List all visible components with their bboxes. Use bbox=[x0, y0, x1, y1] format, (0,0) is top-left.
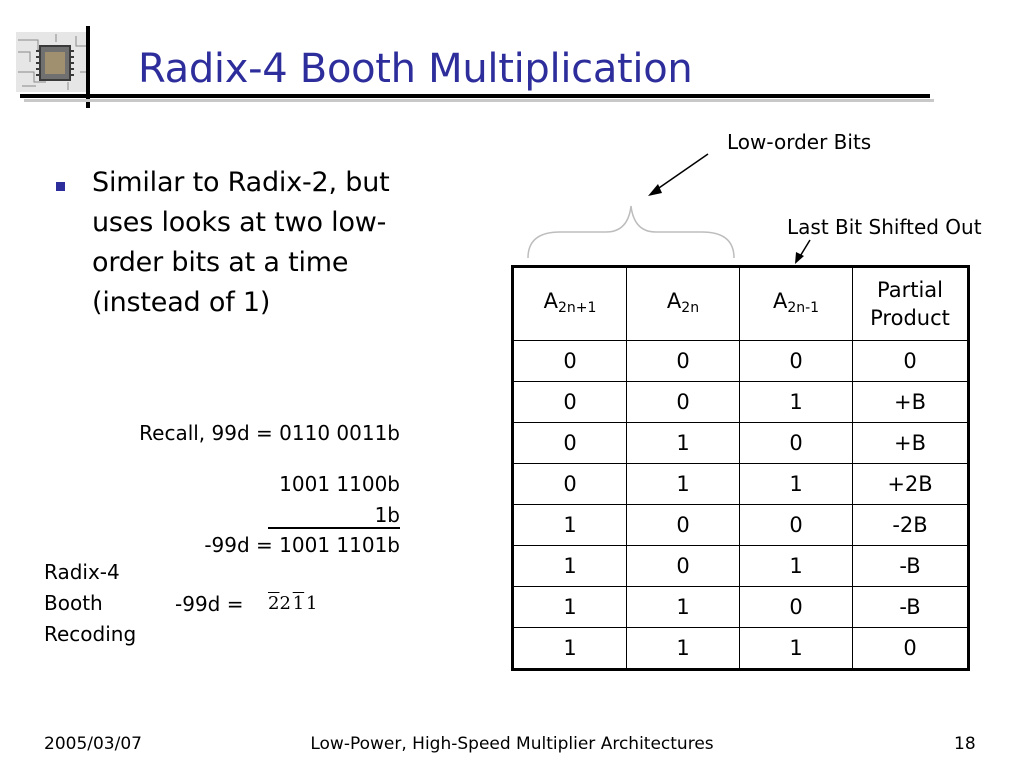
table-cell: -2B bbox=[853, 505, 969, 546]
low-order-bits-label: Low-order Bits bbox=[727, 130, 872, 154]
recall-line: Recall, 99d = 0110 0011b bbox=[139, 421, 400, 445]
radix4-digit: 1 bbox=[305, 593, 318, 614]
table-cell: 1 bbox=[740, 546, 853, 587]
header-a2n: $A_{2n}$ bbox=[627, 267, 740, 341]
table-cell: 1 bbox=[513, 628, 627, 670]
slide-title: Radix-4 Booth Multiplication bbox=[138, 46, 693, 92]
table-cell: 0 bbox=[740, 423, 853, 464]
table-row bbox=[513, 423, 969, 464]
table-row bbox=[513, 587, 969, 628]
table-row bbox=[513, 382, 969, 423]
table-row bbox=[513, 341, 969, 382]
radix4-prefix: -99d = bbox=[175, 592, 244, 616]
radix4-booth-recoding-label: Radix-4 Booth Recoding bbox=[44, 560, 137, 646]
sum-underline bbox=[268, 527, 400, 529]
last-bit-shifted-label: Last Bit Shifted Out bbox=[787, 215, 982, 239]
curly-brace bbox=[528, 206, 734, 258]
radix4-digit: 2 bbox=[268, 593, 280, 614]
table-cell: -B bbox=[853, 546, 969, 587]
table-cell: 0 bbox=[740, 505, 853, 546]
plus-one-line: 1b bbox=[374, 503, 400, 527]
low-order-arrow-line bbox=[656, 154, 708, 190]
table-cell: +2B bbox=[853, 464, 969, 505]
radix4-digits bbox=[268, 592, 317, 616]
page-number: 18 bbox=[954, 734, 976, 754]
table-cell: 0 bbox=[853, 628, 969, 670]
table-row bbox=[513, 546, 969, 587]
table-row bbox=[513, 628, 969, 670]
table-cell: 0 bbox=[853, 341, 969, 382]
complement-line: 1001 1100b bbox=[279, 472, 400, 496]
table-cell: 1 bbox=[627, 628, 740, 670]
table-cell: 1 bbox=[513, 587, 627, 628]
header-a2n-plus-1: $A_{2n+1}$ bbox=[513, 267, 627, 341]
table-cell: 0 bbox=[513, 341, 627, 382]
table-cell: 1 bbox=[513, 505, 627, 546]
table-cell: 0 bbox=[627, 505, 740, 546]
table-cell: 1 bbox=[513, 546, 627, 587]
table-cell: 1 bbox=[740, 464, 853, 505]
table-header-row bbox=[513, 267, 969, 341]
last-bit-arrow-head bbox=[795, 252, 804, 264]
header-partial-product: Partial Product bbox=[853, 267, 969, 341]
table-cell: 0 bbox=[627, 546, 740, 587]
booth-encoding-table bbox=[511, 265, 970, 671]
radix4-digit: 2 bbox=[279, 593, 291, 614]
table-cell: 1 bbox=[627, 587, 740, 628]
table-cell: 1 bbox=[627, 423, 740, 464]
result-line: -99d = 1001 1101b bbox=[204, 533, 400, 557]
table-cell: -B bbox=[853, 587, 969, 628]
table-row bbox=[513, 464, 969, 505]
table-cell: 0 bbox=[513, 382, 627, 423]
table-cell: 1 bbox=[627, 464, 740, 505]
table-cell: +B bbox=[853, 382, 969, 423]
footer-title: Low-Power, High-Speed Multiplier Architectures bbox=[310, 734, 714, 754]
table-cell: 0 bbox=[513, 464, 627, 505]
footer-date: 2005/03/07 bbox=[44, 734, 142, 754]
low-order-arrow-head bbox=[648, 184, 662, 196]
table-cell: 0 bbox=[627, 341, 740, 382]
table-row bbox=[513, 505, 969, 546]
table-cell: 0 bbox=[513, 423, 627, 464]
radix4-digit: 1 bbox=[292, 593, 305, 614]
table-cell: 1 bbox=[740, 382, 853, 423]
header-a2n-minus-1: $A_{2n-1}$ bbox=[740, 267, 853, 341]
table-cell: +B bbox=[853, 423, 969, 464]
table-cell: 0 bbox=[740, 341, 853, 382]
table-cell: 0 bbox=[627, 382, 740, 423]
bullet-text: Similar to Radix-2, but uses looks at two low-order bits at a time (instead of 1) bbox=[92, 167, 390, 318]
table-cell: 1 bbox=[740, 628, 853, 670]
table-cell: 0 bbox=[740, 587, 853, 628]
